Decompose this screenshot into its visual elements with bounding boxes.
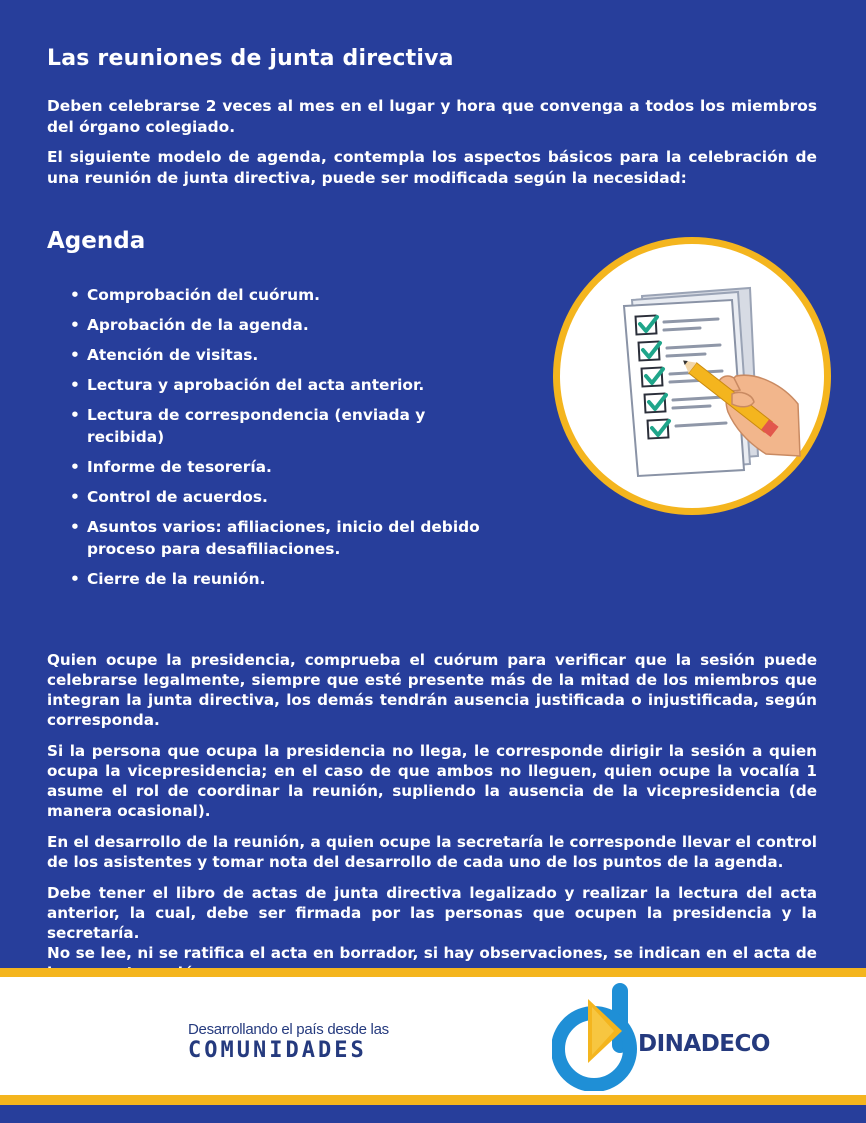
body-paragraph: En el desarrollo de la reunión, a quien ocupe la secretaría le corresponde llevar el control de los asistentes y tomar nota del desarrollo de cada uno de los puntos de la agenda. [47, 833, 817, 871]
body-paragraph: Debe tener el libro de actas de junta directiva legalizado y realizar la lectura del acta anterior, la cual, debe ser firmada por las personas que ocupen la presidencia y la secretaría. [47, 884, 817, 942]
agenda-item: • Lectura de correspondencia (enviada y recibida) [70, 404, 480, 448]
checklist-with-pencil-icon [560, 244, 824, 508]
agenda-list [70, 284, 480, 598]
agenda-item: • Comprobación del cuórum. [70, 284, 480, 306]
agenda-item: • Informe de tesorería. [70, 456, 480, 478]
dinadeco-logo-icon [552, 983, 642, 1091]
agenda-item: • Atención de visitas. [70, 344, 480, 366]
body-paragraph: No se lee, ni se ratifica el acta en borrador, si hay observaciones, se indican en el acta de [47, 944, 817, 962]
agenda-item: • Cierre de la reunión. [70, 568, 480, 590]
agenda-item: • Control de acuerdos. [70, 486, 480, 508]
agenda-heading: Agenda [47, 228, 146, 254]
page-title: Las reuniones de junta directiva [47, 46, 454, 71]
body-section [47, 650, 817, 983]
agenda-item: • Asuntos varios: afiliaciones, inicio del debido proceso para desafiliaciones. [70, 516, 480, 560]
agenda-item: • Aprobación de la agenda. [70, 314, 480, 336]
intro-paragraph: Deben celebrarse 2 veces al mes en el lugar y hora que convenga a todos los miembros del órgano colegiado. [47, 97, 817, 136]
body-paragraph: Si la persona que ocupa la presidencia no llega, le corresponde dirigir la sesión a quien ocupa la vicepresidencia; en el caso de que ambos no lleguen, quien ocupe la vocalía 1 asume el rol de coordinar la reunión, supliendo la ausencia de la vicepresidencia (de manera ocasional). [47, 742, 817, 820]
intro-paragraph: El siguiente modelo de agenda, contempla los aspectos básicos para la celebración de una reunión de junta directiva, puede ser modificada según la necesidad: [47, 148, 817, 187]
footer-accent-band [0, 968, 866, 977]
slogan-line-1: Desarrollando el país desde las [188, 1021, 389, 1038]
footer-accent-band-bottom [0, 1095, 866, 1105]
slogan-line-2: COMUNIDADES [188, 1038, 367, 1063]
logo-wordmark: DINADECO [638, 1031, 770, 1057]
checklist-illustration [560, 244, 824, 508]
footer [0, 977, 866, 1095]
body-paragraph: Quien ocupe la presidencia, comprueba el cuórum para verificar que la sesión puede celebrarse legalmente, siempre que esté presente más de la mitad de los miembros que integran la junta directiva, los demás tendrán ausencia justificada o injustificada, según corresponda. [47, 651, 817, 729]
intro-section [47, 96, 817, 189]
agenda-item: • Lectura y aprobación del acta anterior. [70, 374, 480, 396]
